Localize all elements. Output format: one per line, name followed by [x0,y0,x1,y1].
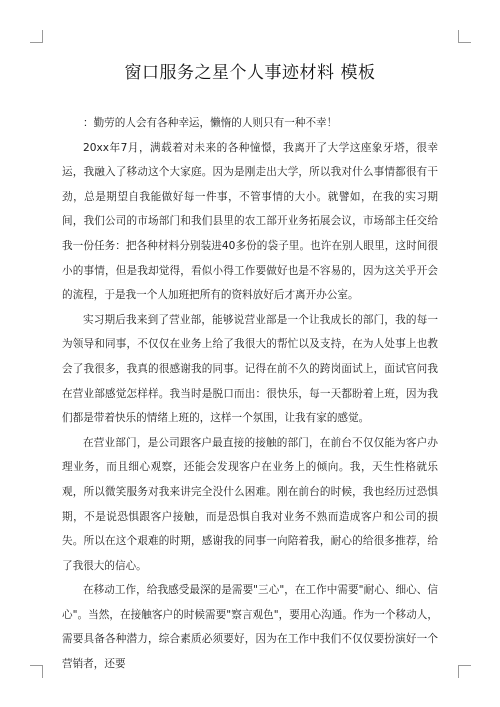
paragraph-2: 实习期后我来到了营业部，能够说营业部是一个让我成长的部门，我的每一为领导和同事，不仅仅在业务上给了我很大的帮忙以及支持，在为人处事上也教会了我很多，我真的很感谢我的同事。记得在前不久的跨岗面试上，面试官问我在营业部感觉怎样样。我当时是脱口而出：很快乐，每一天都盼着上班，因为我们都是带着快乐的情绪上班的，这样一个氛围，让我有家的感觉。 [62,313,438,425]
paragraph-4: 在移动工作，给我感受最深的是需要"三心"，在工作中需要"耐心、细心、信心"。当然，在接触客户的时候需要"察言观色"，要用心沟通。作为一个移动人，需要具备各种潜力，综合素质必须要好，因为在工作中我们不仅仅要扮演好一个营销者，还要 [62,584,438,671]
document-title: 窗口服务之星个人事迹材料 模板 [124,63,376,83]
crop-mark-bottom-left [30,665,43,678]
crop-mark-top-left [30,30,43,43]
paragraph-3: 在营业部门，是公司跟客户最直接的接触的部门，在前台不仅仅能为客户办理业务，而且细心观察，还能会发现客户在业务上的倾向。我，天生性格就乐观，所以微笑服务对我来讲完全没什么困难。刚在前台的时候，我也经历过恐惧期，不是说恐惧跟客户接触，而是恐惧自我对业务不熟而造成客户和公司的损失。所以在这个艰难的时期，感谢我的同事一向陪着我，耐心的给很多推荐，给了我很大的信心。 [62,436,438,572]
crop-mark-top-right [458,30,471,43]
opening-quote: ：勤劳的人会有各种幸运，懒惰的人则只有一种不幸！ [83,117,338,129]
crop-mark-bottom-right [458,665,471,678]
document-body [62,111,438,677]
paragraph-1: 20xx年7月，满载着对未来的各种憧憬，我离开了大学这座象牙塔，很幸运，我融入了移动这个大家庭。因为是刚走出大学，所以我对什么事情都很有干劲，总是期望自我能做好每一件事，不管事情的大小。就譬如，在我的实习期间，我们公司的市场部门和我们县里的农工部开业务拓展会议，市场部主任交给我一份任务：把各种材料分别装进40多份的袋子里。也许在别人眼里，这时间很小的事情，但是我却觉得，看似小得工作要做好也是不容易的，因为这关乎开会的流程，于是我一个人加班把所有的资料放好后才离开办公室。 [62,141,438,302]
